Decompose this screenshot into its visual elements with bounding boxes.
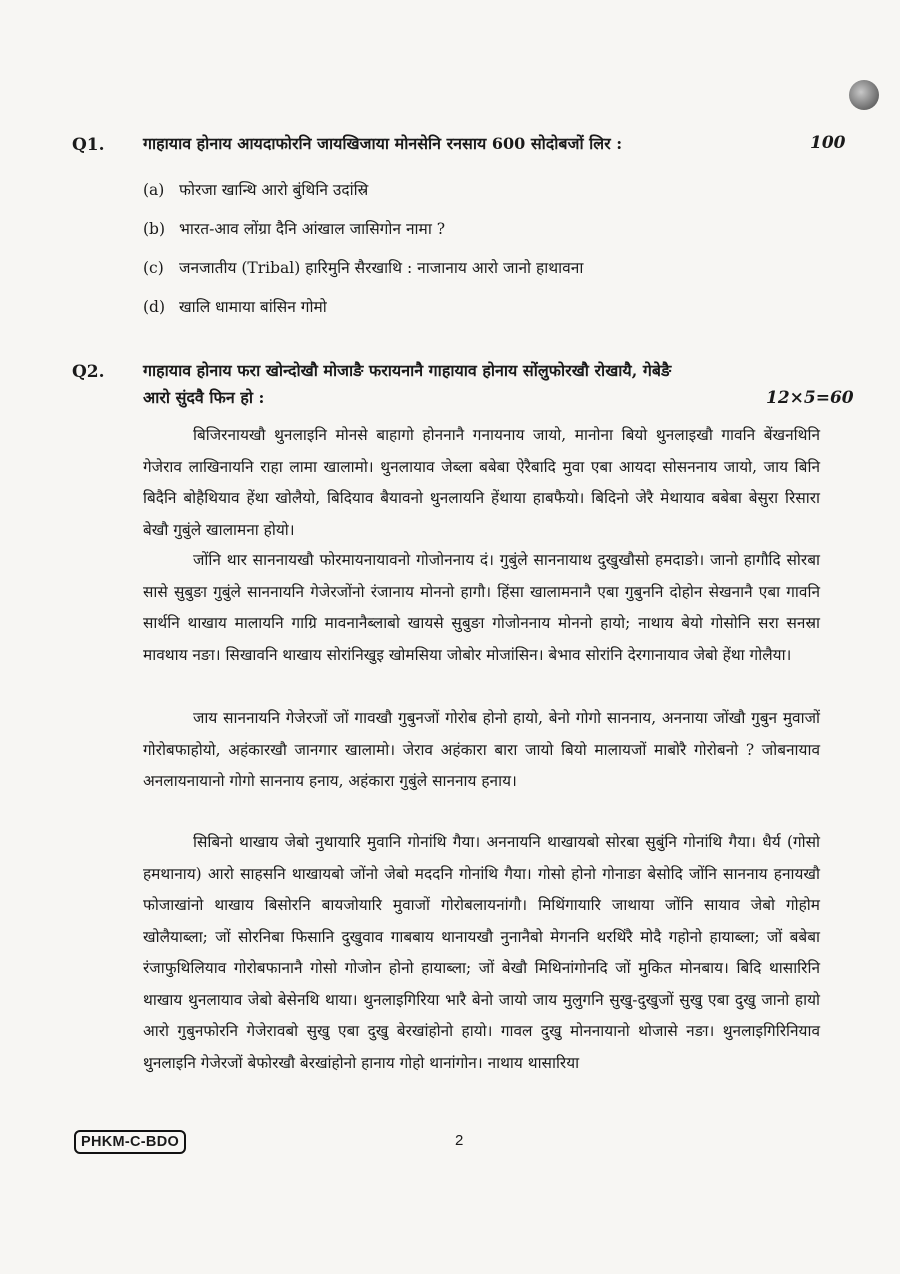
paper-code: PHKM-C-BDO — [74, 1130, 186, 1154]
q2-question-line1: गाहायाव होनाय फरा खोन्दोखौ मोजाङै फरायनानै गाहायाव होनाय सोंलुफोरखौ रोखायै, गेबेङै — [143, 361, 672, 380]
q2-question-line2: आरो सुंदवै फिन हो : — [143, 388, 265, 407]
q1-option-b — [143, 217, 445, 239]
option-text: फोरजा खान्थि आरो बुंथिनि उदांस्रि — [179, 181, 369, 199]
option-letter: (d) — [143, 298, 166, 316]
q1-option-d — [143, 295, 327, 317]
option-letter: (b) — [143, 220, 166, 238]
q2-label: Q2. — [72, 362, 105, 382]
passage-paragraph-3: जाय साननायनि गेजेरजों जों गावखौ गुबुनजों गोरोब होनो हायो, बेनो गोगो साननाय, अननाया जोंखौ गुबुन मुवाजों गोरोबफाहोयो, अहंकारखौ जानगार खालामो। जेराव अहंकारा बारा जायो बियो मालायजों माबोरै गोरोबनो ? जोबनायाव अनलायनायानो गोगो साननाय हनाय, अहंकारा गुबुंले साननाय हनाय। — [143, 709, 820, 790]
q1-label: Q1. — [72, 135, 105, 155]
page-number: 2 — [455, 1132, 464, 1149]
option-text: भारत-आव लोंग्रा दैनि आंखाल जासिगोन नामा ? — [179, 220, 446, 238]
q1-marks: 100 — [810, 133, 846, 153]
option-letter: (c) — [143, 259, 164, 277]
option-letter: (a) — [143, 181, 165, 199]
q2-marks: 12×5=60 — [766, 388, 854, 408]
passage-paragraph-4: सिबिनो थाखाय जेबो नुथायारि मुवानि गोनांथि गैया। अननायनि थाखायबो सोरबा सुबुंनि गोनांथि गैया। धैर्य (गोसो हमथानाय) आरो साहसनि थाखायबो जोंनो जेबो मददनि गोनांथि गैया। गोसो होनो गोनाङा बेसोदि जोंनि साननाय हनायखौ फोजाखांनो थाखाय बिसोरनि बायजोयारि मुवाजों गोरोबलायनांगौ। मिथिंगायारि जाथाया जोंनि सायाव जेबो गोहोम खोलैयाब्ला; जों सोरनिबा फिसानि दुखुवाव गाबबाय थानायखौ नुनानैबो मेगननि थरथिंरै मोदै गहोनो हायाब्ला; जों बबेबा रंजाफुथिलियाव गोरोबफानानै गोसो गोजोन होनो हायाब्ला; जों बेखौ मिथिनांगोनदि जों मुकित मोनबाय। बिदि थासारिनि थाखाय थुनलायाव जेबो बेसेनथि थाया। थुनलाइगिरिया भारै बेनो जायो जाय मुलुगनि सुखु-दुखुजों सुखु एबा दुखु जानो हायो आरो गुबुनफोरनि गेजेरावबो सुखु एबा दुखु बेरखांहोनो हायो। गावल दुखु मोननायानो थोजासे नङा। थुनलाइगिरिनियाव थुनलाइनि गेजेरजों बेफोरखौ बेरखांहोनो हानाय गोहो थानांगोन। नाथाय थासारिया — [143, 833, 820, 1072]
option-text: खालि धामाया बांसिन गोमो — [179, 298, 327, 316]
passage-paragraph-2: जोंनि थार साननायखौ फोरमायनायावनो गोजोननाय दं। गुबुंले साननायाथ दुखुखौसो हमदाङो। जानो हागौदि सोरबा सासे सुबुङा गुबुंले साननायनि गेजेरजोंनो रंजानाय मोननो हागौ। हिंसा खालामनानै एबा गुबुननि दोहोन सेखनानै एबा गावनि सार्थनि थाखाय मालायनि गाग्रि मावनानैब्लाबो खायसे सुबुङा गोजोननाय मोननो हायो; नाथाय बेयो गोसोनि सरा सनस्रा मावथाय नङा। सिखावनि थाखाय सोरांनिखुइ खोमसिया जोबोर मोजांसिन। बेभाव सोरांनि देरगानायाव जेबो हेंथा गोलैया। — [143, 551, 820, 664]
q1-option-a — [143, 178, 368, 200]
passage-paragraph-1: बिजिरनायखौ थुनलाइनि मोनसे बाहागो होननानै गनायनाय जायो, मानोना बियो थुनलाइखौ गावनि बेंखनथिनि गेजेराव लाखिनायनि राहा लामा खालामो। थुनलायाव जेब्ला बबेबा ऐरैबादि मुवा एबा आयदा सोसननाय जायो, जाय बिनि बिदैनि बोहैथियाव हेंथा खोलैयो, बिदियाव बैयावनो थुनलायनि हेंथाया हाबफैयो। बिदिनो जेरै मेथायाव बबेबा बेसुरा रिसारा बेखौ गुबुंले खालामना होयो। — [143, 426, 820, 539]
option-text: जनजातीय (Tribal) हारिमुनि सैरखाथि : नाजानाय आरो जानो हाथावना — [179, 259, 584, 277]
q1-question-text: गाहायाव होनाय आयदाफोरनि जायखिजाया मोनसेनि रनसाय 600 सोदोबजों लिर : — [143, 134, 623, 153]
q1-option-c — [143, 256, 583, 278]
punch-hole-mark — [849, 80, 879, 110]
